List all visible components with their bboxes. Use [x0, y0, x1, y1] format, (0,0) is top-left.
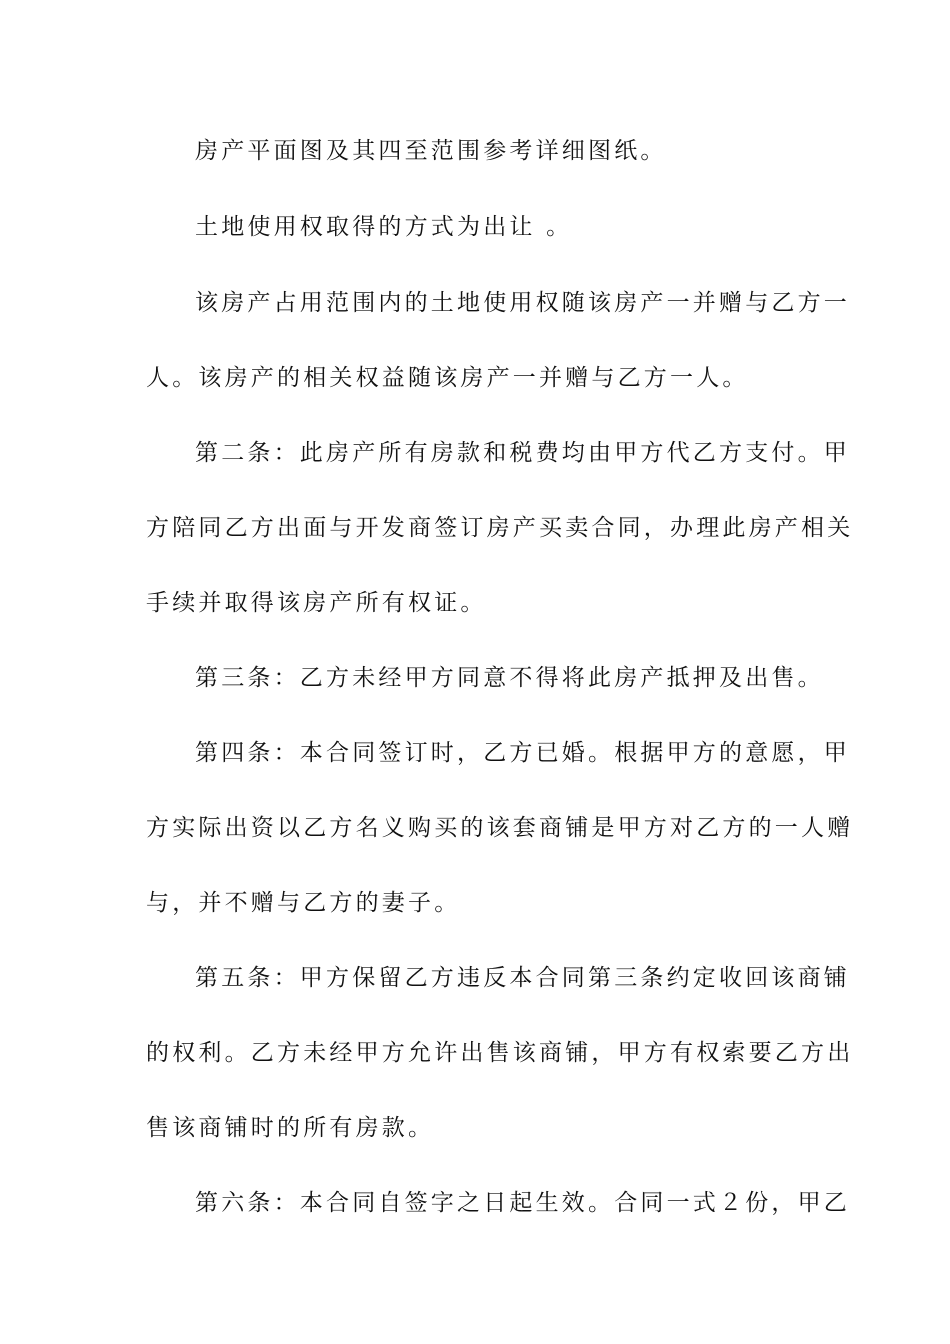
text-line: 第五条：甲方保留乙方违反本合同第三条约定收回该商铺 — [195, 965, 850, 991]
text-line: 第四条：本合同签订时，乙方已婚。根据甲方的意愿，甲 — [195, 740, 850, 766]
text-line: 方实际出资以乙方名义购买的该套商铺是甲方对乙方的一人赠 — [146, 815, 854, 841]
text-line: 土地使用权取得的方式为出让 。 — [195, 214, 573, 240]
text-line: 人。该房产的相关权益随该房产一并赠与乙方一人。 — [146, 365, 749, 391]
text-line: 房产平面图及其四至范围参考详细图纸。 — [195, 138, 667, 164]
text-line: 与，并不赠与乙方的妻子。 — [146, 890, 461, 916]
text-line: 第二条：此房产所有房款和税费均由甲方代乙方支付。甲 — [195, 440, 850, 466]
text-line: 第六条：本合同自签字之日起生效。合同一式２份，甲乙 — [195, 1190, 850, 1216]
text-line: 售该商铺时的所有房款。 — [146, 1115, 435, 1141]
text-line: 方陪同乙方出面与开发商签订房产买卖合同，办理此房产相关 — [146, 515, 854, 541]
text-line: 手续并取得该房产所有权证。 — [146, 590, 487, 616]
text-line: 的权利。乙方未经甲方允许出售该商铺，甲方有权索要乙方出 — [146, 1040, 854, 1066]
text-line: 该房产占用范围内的土地使用权随该房产一并赠与乙方一 — [195, 290, 850, 316]
text-line: 第三条：乙方未经甲方同意不得将此房产抵押及出售。 — [195, 665, 824, 691]
